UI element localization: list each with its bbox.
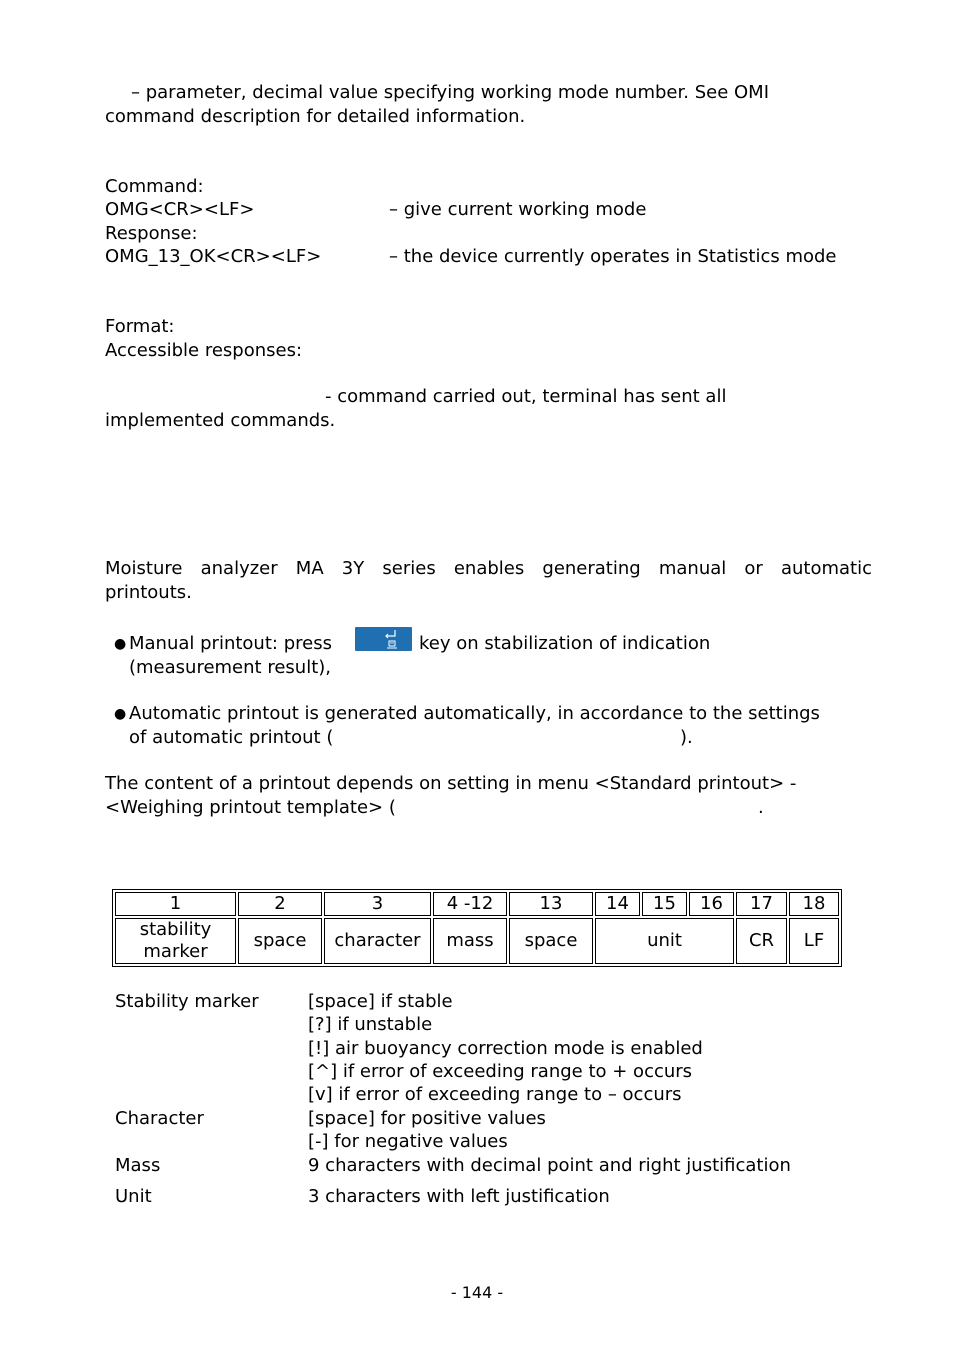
table-header-cell: 17 <box>736 892 787 916</box>
definition-line: [?] if unstable <box>308 1014 433 1035</box>
page-number: - 144 - <box>450 1283 504 1302</box>
print-enter-key-icon <box>355 627 412 651</box>
table-header-cell: 4 -12 <box>433 892 507 916</box>
definition-term-mass: Mass <box>115 1155 161 1176</box>
parameter-description-line1: – parameter, decimal value specifying working mode number. See OMI <box>131 82 769 103</box>
table-header-cell: 16 <box>689 892 734 916</box>
table-header-row <box>115 892 839 916</box>
definition-term-stability-marker: Stability marker <box>115 991 259 1012</box>
definition-term-character: Character <box>115 1108 204 1129</box>
table-cell-space: space <box>238 918 322 964</box>
table-header-cell: 2 <box>238 892 322 916</box>
table-header-cell: 18 <box>789 892 839 916</box>
accessible-responses-label: Accessible responses: <box>105 340 303 361</box>
manual-printout-text-b: key on stabilization of indication <box>419 633 711 654</box>
automatic-printout-text-b: of automatic printout ( <box>129 727 334 748</box>
manual-printout-text-a: Manual printout: press <box>129 633 332 654</box>
definition-line: [^] if error of exceeding range to + occurs <box>308 1061 693 1082</box>
command-text: OMG<CR><LF> <box>105 199 255 220</box>
definition-line: 3 characters with left justification <box>308 1186 610 1207</box>
printout-content-line3: . <box>758 797 764 818</box>
definition-line: [v] if error of exceeding range to – occurs <box>308 1084 682 1105</box>
table-cell-space: space <box>509 918 593 964</box>
definition-line: [space] if stable <box>308 991 453 1012</box>
table-header-cell: 13 <box>509 892 593 916</box>
bullet-marker: ● <box>114 636 127 652</box>
printouts-paragraph-line1: Moisture analyzer MA 3Y series enables generating manual or automatic <box>105 558 872 579</box>
table-cell-unit: unit <box>595 918 734 964</box>
table-header-cell: 3 <box>324 892 431 916</box>
automatic-printout-text-a: Automatic printout is generated automatically, in accordance to the settings <box>129 703 820 724</box>
table-row <box>115 918 839 964</box>
response-explanation-line2: implemented commands. <box>105 410 336 431</box>
parameter-description-line2: command description for detailed information. <box>105 106 526 127</box>
response-explanation-line1: - command carried out, terminal has sent all <box>325 386 727 407</box>
table-header-cell: 15 <box>642 892 687 916</box>
table-cell-lf: LF <box>789 918 839 964</box>
response-description: – the device currently operates in Statistics mode <box>389 246 837 267</box>
printouts-paragraph-line2: printouts. <box>105 582 192 603</box>
command-label: Command: <box>105 176 204 197</box>
manual-printout-text-c: (measurement result), <box>129 657 331 678</box>
table-cell-cr: CR <box>736 918 787 964</box>
format-label: Format: <box>105 316 175 337</box>
printout-content-line2: <Weighing printout template> ( <box>105 797 396 818</box>
definition-term-unit: Unit <box>115 1186 152 1207</box>
response-label: Response: <box>105 223 198 244</box>
table-cell-stability-marker: stability marker <box>115 918 236 964</box>
printout-frame-table <box>112 889 842 967</box>
table-header-cell: 14 <box>595 892 640 916</box>
bullet-marker: ● <box>114 706 127 722</box>
definition-line: [space] for positive values <box>308 1108 546 1129</box>
command-description: – give current working mode <box>389 199 647 220</box>
table-cell-mass: mass <box>433 918 507 964</box>
table-header-cell: 1 <box>115 892 236 916</box>
printout-content-line1: The content of a printout depends on setting in menu <Standard printout> - <box>105 773 797 794</box>
definition-line: [-] for negative values <box>308 1131 508 1152</box>
definition-line: [!] air buoyancy correction mode is enabled <box>308 1038 703 1059</box>
response-text: OMG_13_OK<CR><LF> <box>105 246 322 267</box>
table-cell-character: character <box>324 918 431 964</box>
definition-line: 9 characters with decimal point and right justification <box>308 1155 791 1176</box>
automatic-printout-text-c: ). <box>680 727 693 748</box>
